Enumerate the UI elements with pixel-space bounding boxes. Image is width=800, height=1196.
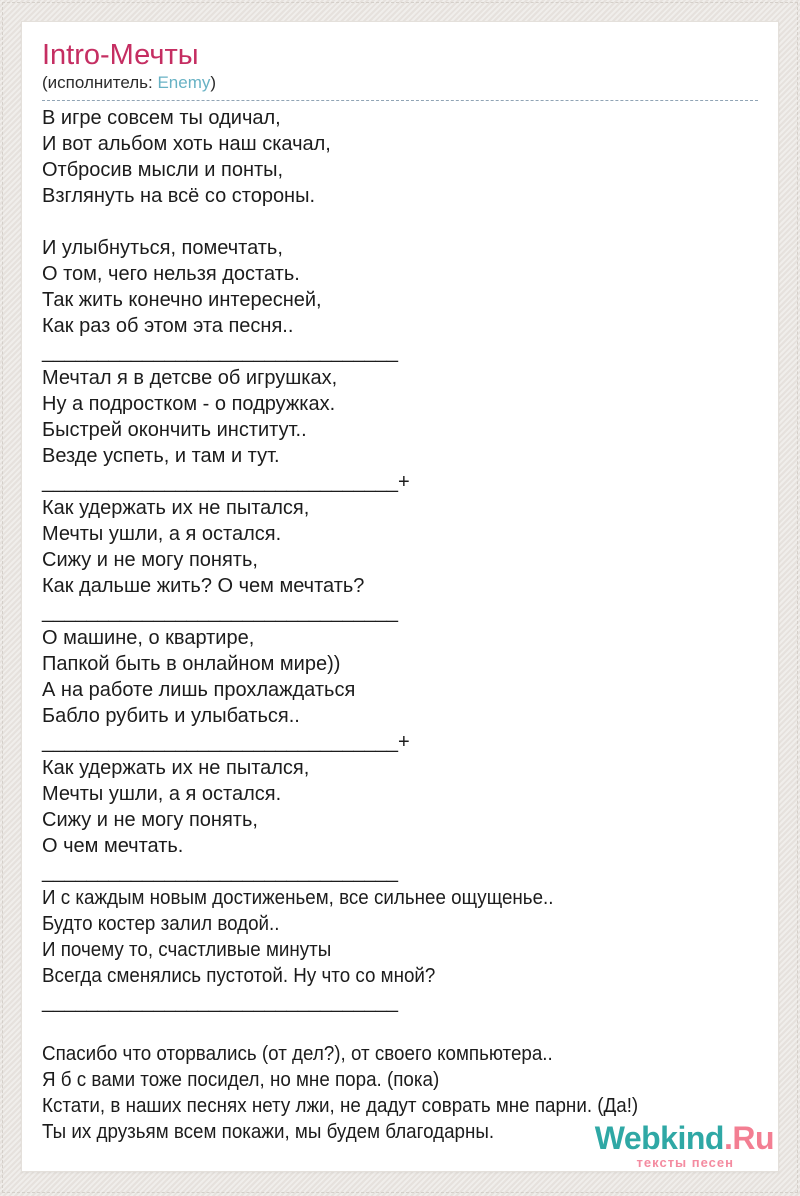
lyric-line: Ну а подростком - о подружках. bbox=[42, 393, 336, 415]
lyric-line: Отбросив мысли и понты, bbox=[42, 159, 284, 181]
lyric-line: Как удержать их не пытался, bbox=[42, 497, 310, 519]
lyric-line: Я б с вами тоже посидел, но мне пора. (пока) bbox=[42, 1069, 440, 1091]
lyric-line: Будто костер залил водой.. bbox=[42, 913, 280, 935]
separator-line: ________________________________+ bbox=[42, 471, 410, 493]
lyric-line: Кстати, в наших песнях нету лжи, не дадут соврать мне парни. (Да!) bbox=[42, 1095, 639, 1117]
lyric-line: О чем мечтать. bbox=[42, 835, 184, 857]
lyric-line: И вот альбом хоть наш скачал, bbox=[42, 133, 331, 155]
lyric-line: А на работе лишь прохлаждаться bbox=[42, 679, 356, 701]
page-title: Intro-Мечты bbox=[42, 39, 199, 71]
lyric-line: Бабло рубить и улыбаться.. bbox=[42, 705, 300, 727]
separator-line: ________________________________ bbox=[42, 861, 398, 883]
lyric-line: Сижу и не могу понять, bbox=[42, 549, 258, 571]
lyric-line: Везде успеть, и там и тут. bbox=[42, 445, 280, 467]
subtitle-prefix: (исполнитель: bbox=[42, 73, 158, 92]
lyric-line: Взглянуть на всё со стороны. bbox=[42, 185, 316, 207]
lyric-line: Всегда сменялись пустотой. Ну что со мной? bbox=[42, 965, 436, 987]
lyric-line: Сижу и не могу понять, bbox=[42, 809, 258, 831]
logo-tagline: тексты песен bbox=[636, 1155, 734, 1170]
lyric-line: Как раз об этом эта песня.. bbox=[42, 315, 294, 337]
lyric-line: О машине, о квартире, bbox=[42, 627, 255, 649]
lyrics-body bbox=[42, 105, 758, 1145]
lyric-line: Мечты ушли, а я остался. bbox=[42, 783, 282, 805]
lyric-line: Быстрей окончить институт.. bbox=[42, 419, 307, 441]
lyric-line: В игре совсем ты одичал, bbox=[42, 107, 281, 129]
lyric-line: Мечтал я в детсве об игрушках, bbox=[42, 367, 338, 389]
separator-line: ________________________________ bbox=[42, 341, 398, 363]
blank-line bbox=[42, 1015, 758, 1041]
subtitle-suffix: ) bbox=[210, 73, 217, 92]
site-logo-wordmark[interactable] bbox=[595, 1122, 774, 1154]
lyric-line: Мечты ушли, а я остался. bbox=[42, 523, 282, 545]
lyric-line: Так жить конечно интересней, bbox=[42, 289, 322, 311]
site-logo[interactable] bbox=[595, 1122, 774, 1169]
blank-line bbox=[42, 209, 758, 235]
song-header bbox=[42, 22, 758, 101]
lyric-line: Как удержать их не пытался, bbox=[42, 757, 310, 779]
artist-link[interactable]: Enemy bbox=[157, 73, 211, 92]
lyric-line: Как дальше жить? О чем мечтать? bbox=[42, 575, 365, 597]
logo-ru-text: .Ru bbox=[723, 1120, 774, 1156]
artist-subtitle bbox=[42, 72, 758, 94]
lyrics-card bbox=[21, 21, 779, 1172]
separator-line: ________________________________+ bbox=[42, 731, 410, 753]
lyric-line: Папкой быть в онлайном мире)) bbox=[42, 653, 341, 675]
lyric-line: О том, чего нельзя достать. bbox=[42, 263, 300, 285]
lyric-line: И почему то, счастливые минуты bbox=[42, 939, 332, 961]
logo-webkind-text: Webkind bbox=[594, 1120, 724, 1156]
lyric-line: Ты их друзьям всем покажи, мы будем благодарны. bbox=[42, 1121, 495, 1143]
separator-line: ________________________________ bbox=[42, 991, 398, 1013]
lyric-line: И улыбнуться, помечтать, bbox=[42, 237, 283, 259]
lyric-line: Спасибо что оторвались (от дел?), от своего компьютера.. bbox=[42, 1043, 553, 1065]
separator-line: ________________________________ bbox=[42, 601, 398, 623]
lyric-line: И с каждым новым достиженьем, все сильнее ощущенье.. bbox=[42, 887, 554, 909]
